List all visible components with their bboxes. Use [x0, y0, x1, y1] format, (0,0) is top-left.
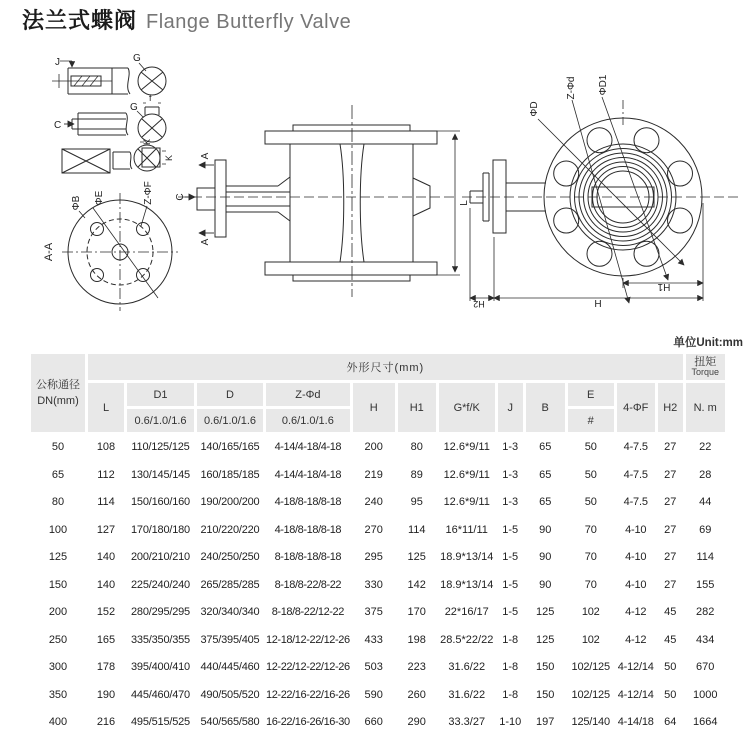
label-a-top: A	[200, 152, 211, 160]
spec-cell: 1-5	[502, 523, 519, 536]
spec-cell: 270	[364, 523, 383, 536]
spec-cell: 12-18/12-22/12-26	[266, 633, 350, 646]
header-col-d: D	[197, 383, 263, 406]
spec-cell: 197	[536, 716, 555, 729]
spec-cell: 434	[696, 633, 715, 646]
spec-cell: 22*16/17	[444, 606, 489, 619]
spec-cell: 190/200/200	[200, 496, 260, 509]
technical-drawing	[0, 45, 750, 340]
label-z-phi-d: Z-Φd	[566, 76, 577, 100]
header-torque-en: Torque	[691, 367, 719, 378]
spec-cell: 4-12	[625, 633, 647, 646]
spec-cell: 102	[581, 633, 600, 646]
label-h1: H1	[657, 281, 671, 292]
spec-cell: 90	[539, 551, 552, 564]
table-row	[31, 463, 725, 488]
spec-cell: 590	[364, 688, 383, 701]
spec-cell: 4-12/14	[617, 688, 654, 701]
header-col-h2: H2	[658, 383, 683, 432]
spec-cell: 400	[48, 716, 68, 729]
spec-cell: 200/210/210	[131, 551, 190, 564]
spec-cell: 152	[96, 606, 116, 619]
side-view-labels	[175, 152, 470, 245]
table-row	[31, 710, 725, 735]
spec-cell: 240/250/250	[200, 551, 260, 564]
spec-cell: 160/185/185	[200, 468, 260, 481]
header-torque-zh: 扭矩	[694, 356, 717, 368]
label-f: f	[149, 93, 152, 103]
spec-cell: 445/460/470	[131, 688, 190, 701]
spec-cell: 50	[584, 468, 597, 481]
spec-cell: 4-12	[625, 606, 647, 619]
spec-cell: 114	[407, 523, 426, 536]
spec-cell: 200	[364, 441, 383, 454]
label-c1: C	[54, 120, 62, 131]
spec-cell: 114	[97, 496, 115, 509]
spec-cell: 440/445/460	[200, 661, 260, 674]
header-sub-e: #	[568, 409, 614, 432]
spec-cell: 265/285/285	[200, 578, 260, 591]
table-row	[31, 435, 725, 460]
spec-cell: 140/165/165	[200, 441, 260, 454]
table-row	[31, 628, 725, 653]
header-col-d1: D1	[127, 383, 194, 406]
spec-cell: 495/515/525	[131, 716, 190, 729]
spec-cell: 125	[536, 606, 555, 619]
spec-cell: 1-8	[502, 633, 519, 646]
spec-cell: 295	[364, 551, 383, 564]
spec-cell: 140	[96, 551, 116, 564]
spec-cell: 4-7.5	[623, 441, 648, 454]
spec-cell: 65	[539, 441, 552, 454]
spec-cell: 433	[364, 633, 383, 646]
spec-cell: 89	[410, 468, 423, 481]
spec-cell: 223	[407, 661, 426, 674]
spec-cell: 4-10	[625, 551, 647, 564]
spec-cell: 70	[584, 523, 597, 536]
spec-cell: 320/340/340	[200, 606, 260, 619]
spec-cell: 335/350/355	[131, 633, 190, 646]
table-row	[31, 655, 725, 680]
spec-cell: 95	[410, 496, 423, 509]
header-sub-d1: 0.6/1.0/1.6	[127, 409, 194, 432]
label-h2: H2	[473, 299, 485, 309]
spec-cell: 31.6/22	[448, 688, 486, 701]
spec-cell: 12-22/16-22/16-26	[266, 688, 350, 701]
header-dn	[31, 354, 85, 432]
spec-cell: 282	[696, 606, 715, 619]
spec-cell: 27	[664, 468, 677, 481]
spec-cell: 1664	[692, 716, 718, 729]
spec-cell: 178	[96, 661, 116, 674]
spec-cell: 150	[536, 661, 555, 674]
spec-cell: 16-22/16-26/16-30	[266, 716, 350, 729]
spec-cell: 155	[696, 578, 715, 591]
spec-cell: 4-10	[625, 523, 647, 536]
spec-cell: 45	[664, 633, 677, 646]
spec-cell: 22	[699, 441, 712, 454]
spec-cell: 330	[364, 578, 383, 591]
label-phi-b: ΦB	[71, 195, 82, 211]
spec-cell: 50	[664, 688, 677, 701]
spec-cell: 102/125	[571, 688, 610, 701]
spec-cell: 12.6*9/11	[443, 441, 490, 454]
spec-cell: 165	[96, 633, 116, 646]
header-col-h: H	[353, 383, 395, 432]
label-j: J	[55, 57, 60, 68]
table-row	[31, 545, 725, 570]
header-col-gfk: G*f/K	[439, 383, 495, 432]
header-col-e: E	[568, 383, 614, 406]
spec-cell: 280/295/295	[131, 606, 190, 619]
spec-cell: 102/125	[571, 661, 610, 674]
spec-cell: 503	[364, 661, 383, 674]
table-row	[31, 600, 725, 625]
spec-cell: 350	[48, 688, 68, 701]
spec-cell: 4-10	[625, 578, 647, 591]
spec-cell: 8-18/8-18/8-18	[274, 551, 342, 564]
spec-cell: 16*11/11	[445, 523, 488, 536]
spec-cell: 4-14/4-18/4-18	[274, 441, 342, 454]
spec-cell: 395/400/410	[131, 661, 190, 674]
spec-cell: 260	[407, 688, 426, 701]
spec-cell: 225/240/240	[131, 578, 190, 591]
spec-cell: 4-18/8-18/8-18	[274, 496, 342, 509]
label-phi-e: ΦE	[94, 190, 105, 206]
header-col-zd: Z-Φd	[266, 383, 350, 406]
spec-cell: 1-5	[502, 578, 519, 591]
spec-cell: 90	[539, 523, 552, 536]
spec-cell: 150	[536, 688, 555, 701]
label-phi-d1: ΦD1	[598, 74, 609, 96]
spec-cell: 125/140	[571, 716, 610, 729]
spec-cell: 33.3/27	[448, 716, 486, 729]
spec-cell: 28	[699, 468, 712, 481]
label-g1: G	[133, 53, 141, 64]
spec-cell: 216	[96, 716, 116, 729]
table-row	[31, 573, 725, 598]
spec-cell: 198	[407, 633, 426, 646]
spec-cell: 44	[699, 496, 712, 509]
spec-cell: 1-3	[502, 441, 519, 454]
spec-cell: 150	[48, 578, 68, 591]
header-col-j: J	[498, 383, 523, 432]
spec-cell: 540/565/580	[200, 716, 260, 729]
header-sub-zd: 0.6/1.0/1.6	[266, 409, 350, 432]
spec-cell: 18.9*13/14	[440, 551, 494, 564]
spec-cell: 4-7.5	[623, 496, 648, 509]
spec-cell: 12.6*9/11	[443, 468, 490, 481]
spec-cell: 69	[699, 523, 712, 536]
spec-cell: 140	[96, 578, 116, 591]
spec-cell: 170/180/180	[131, 523, 190, 536]
spec-cell: 70	[584, 578, 597, 591]
table-row	[31, 683, 725, 708]
spec-cell: 27	[664, 523, 677, 536]
table-row	[31, 518, 725, 543]
spec-cell: 142	[407, 578, 426, 591]
header-sub-d: 0.6/1.0/1.6	[197, 409, 263, 432]
spec-cell: 670	[696, 661, 715, 674]
spec-table-body	[31, 435, 725, 735]
spec-cell: 27	[664, 496, 677, 509]
spec-cell: 150/160/160	[131, 496, 190, 509]
spec-cell: 80	[51, 496, 65, 509]
spec-cell: 210/220/220	[200, 523, 260, 536]
label-c2: C	[175, 193, 186, 201]
spec-cell: 125	[407, 551, 426, 564]
spec-cell: 1-8	[502, 661, 519, 674]
spec-cell: 125	[48, 551, 68, 564]
spec-cell: 4-7.5	[623, 468, 648, 481]
spec-cell: 219	[364, 468, 383, 481]
spec-cell: 170	[407, 606, 426, 619]
label-h: H	[594, 297, 602, 308]
header-dn-zh: 公称通径	[36, 378, 80, 391]
spec-cell: 4-14/18	[617, 716, 654, 729]
stem-detail-views	[52, 61, 166, 173]
spec-cell: 290	[407, 716, 426, 729]
label-aa: A-A	[43, 242, 55, 262]
spec-cell: 4-12/14	[617, 661, 654, 674]
spec-cell: 110/125/125	[131, 441, 190, 454]
front-view	[462, 97, 742, 303]
spec-cell: 50	[584, 441, 597, 454]
spec-cell: 250	[48, 633, 68, 646]
spec-cell: 127	[96, 523, 116, 536]
spec-cell: 1-10	[499, 716, 522, 729]
spec-cell: 64	[664, 716, 677, 729]
page-title	[22, 4, 351, 35]
spec-cell: 12.6*9/11	[443, 496, 490, 509]
header-col-h1: H1	[398, 383, 436, 432]
spec-cell: 1-3	[502, 496, 519, 509]
header-col-b: B	[526, 383, 565, 432]
spec-cell: 200	[48, 606, 68, 619]
spec-cell: 50	[664, 661, 677, 674]
spec-cell: 240	[364, 496, 383, 509]
header-col-4f: 4-ΦF	[617, 383, 655, 432]
label-l: L	[459, 200, 470, 206]
spec-cell: 50	[584, 496, 597, 509]
spec-cell: 70	[584, 551, 597, 564]
label-g2: G	[130, 102, 138, 113]
spec-cell: 12-22/12-22/12-26	[266, 661, 350, 674]
label-a-bottom: A	[200, 238, 211, 246]
page-title-english: Flange Butterfly Valve	[146, 11, 352, 33]
spec-cell: 102	[581, 606, 600, 619]
spec-cell: 130/145/145	[131, 468, 190, 481]
spec-cell: 31.6/22	[448, 661, 486, 674]
spec-cell: 1-8	[502, 688, 519, 701]
spec-cell: 4-14/4-18/4-18	[274, 468, 342, 481]
spec-cell: 90	[539, 578, 552, 591]
spec-cell: 1-5	[502, 551, 519, 564]
spec-cell: 375	[364, 606, 383, 619]
spec-cell: 8-18/8-22/8-22	[274, 578, 342, 591]
spec-cell: 65	[51, 468, 65, 481]
spec-cell: 50	[51, 441, 65, 454]
spec-cell: 125	[536, 633, 555, 646]
page-title-chinese: 法兰式蝶阀	[22, 8, 138, 33]
side-view	[178, 105, 460, 297]
spec-cell: 65	[539, 468, 552, 481]
spec-cell: 108	[96, 441, 116, 454]
spec-cell: 27	[664, 441, 677, 454]
spec-cell: 300	[48, 661, 68, 674]
section-aa-labels	[43, 181, 154, 261]
spec-cell: 1-5	[502, 606, 519, 619]
spec-cell: 1000	[692, 688, 718, 701]
spec-cell: 114	[696, 551, 714, 564]
spec-cell: 190	[96, 688, 116, 701]
label-k-right: K	[164, 154, 174, 162]
spec-cell: 80	[410, 441, 423, 454]
spec-cell: 27	[664, 578, 677, 591]
spec-cell: 65	[539, 496, 552, 509]
header-col-nm: N. m	[686, 383, 725, 432]
header-dims-group: 外形尺寸(mm)	[88, 354, 683, 380]
spec-cell: 8-18/8-22/12-22	[271, 606, 344, 619]
spec-cell: 4-18/8-18/8-18	[274, 523, 342, 536]
table-row	[31, 490, 725, 515]
header-torque	[686, 354, 725, 380]
spec-cell: 660	[364, 716, 383, 729]
header-dn-en: DN(mm)	[37, 395, 79, 407]
label-k-top: K	[142, 138, 152, 146]
unit-note: 单位Unit:mm	[673, 337, 743, 349]
spec-cell: 45	[664, 606, 677, 619]
header-col-l: L	[88, 383, 124, 432]
spec-cell: 112	[97, 468, 115, 481]
spec-cell: 27	[664, 551, 677, 564]
label-z-phi-f: Z-ΦF	[143, 181, 154, 205]
spec-cell: 1-3	[502, 468, 519, 481]
spec-cell: 100	[48, 523, 68, 536]
label-phi-d: ΦD	[529, 101, 540, 117]
spec-table-header	[31, 354, 725, 432]
spec-cell: 18.9*13/14	[440, 578, 494, 591]
spec-cell: 490/505/520	[200, 688, 260, 701]
spec-cell: 28.5*22/22	[440, 633, 494, 646]
spec-cell: 375/395/405	[200, 633, 260, 646]
spec-table	[28, 351, 728, 738]
